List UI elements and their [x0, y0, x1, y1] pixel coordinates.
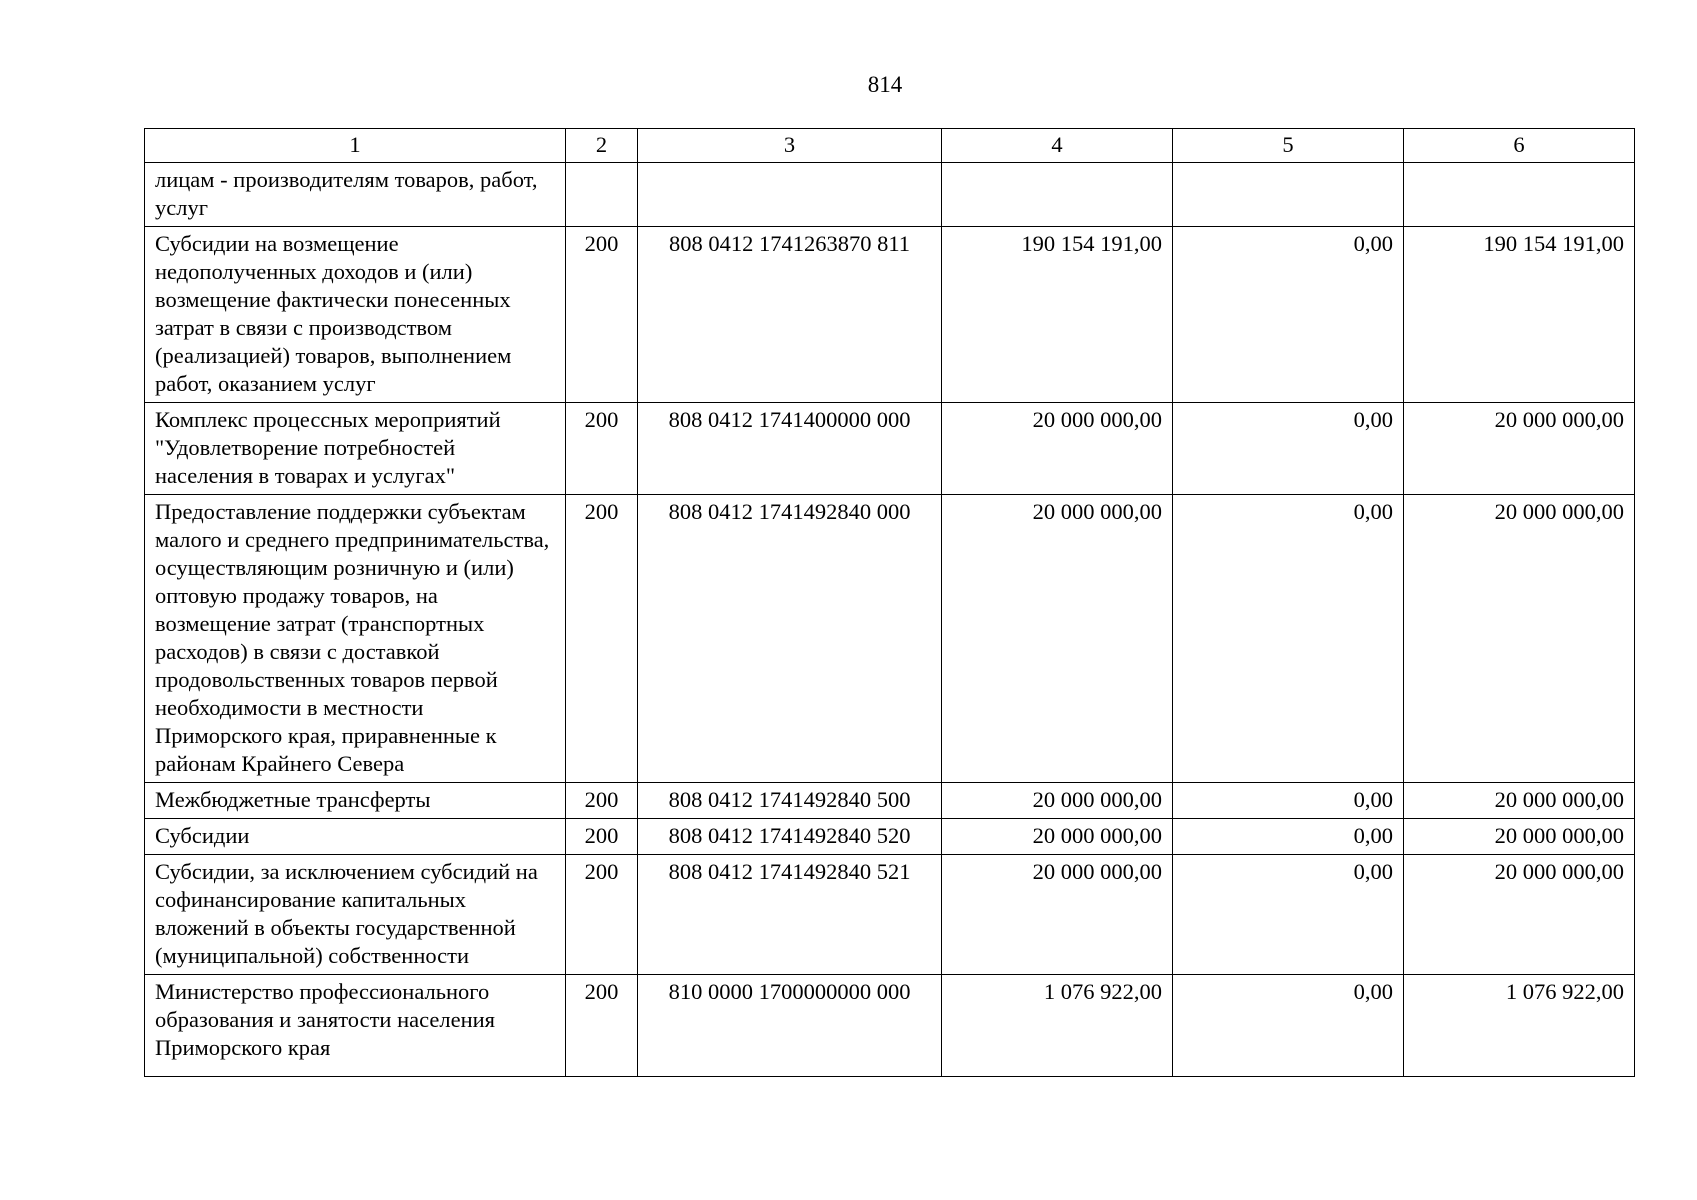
row-value5-cell: 0,00	[1173, 855, 1404, 975]
row-value5-cell: 0,00	[1173, 403, 1404, 495]
row-value4-cell: 20 000 000,00	[942, 819, 1173, 855]
row-col2-cell: 200	[566, 819, 638, 855]
table-row	[145, 975, 1635, 1077]
column-header: 6	[1404, 129, 1635, 163]
row-name-cell: Субсидии, за исключением субсидий на софинансирование капитальных вложений в объекты государственной (муниципальной) собственности	[145, 855, 566, 975]
table-row	[145, 163, 1635, 227]
row-value5-cell: 0,00	[1173, 227, 1404, 403]
row-code-cell: 808 0412 1741492840 521	[638, 855, 942, 975]
row-value5-cell: 0,00	[1173, 495, 1404, 783]
row-value5-cell: 0,00	[1173, 783, 1404, 819]
column-header: 5	[1173, 129, 1404, 163]
row-name-cell: Субсидии	[145, 819, 566, 855]
row-value4-cell: 1 076 922,00	[942, 975, 1173, 1077]
column-header: 1	[145, 129, 566, 163]
column-header: 4	[942, 129, 1173, 163]
row-col2-cell	[566, 163, 638, 227]
row-col2-cell: 200	[566, 495, 638, 783]
budget-table	[144, 128, 1635, 1077]
row-value4-cell	[942, 163, 1173, 227]
row-col2-cell: 200	[566, 975, 638, 1077]
table-row	[145, 819, 1635, 855]
row-value6-cell: 20 000 000,00	[1404, 783, 1635, 819]
row-code-cell: 808 0412 1741400000 000	[638, 403, 942, 495]
row-col2-cell: 200	[566, 403, 638, 495]
row-value4-cell: 20 000 000,00	[942, 783, 1173, 819]
row-name-cell: Межбюджетные трансферты	[145, 783, 566, 819]
row-code-cell: 808 0412 1741263870 811	[638, 227, 942, 403]
row-code-cell: 810 0000 1700000000 000	[638, 975, 942, 1077]
row-value4-cell: 190 154 191,00	[942, 227, 1173, 403]
table-header-row	[145, 129, 1635, 163]
row-value4-cell: 20 000 000,00	[942, 403, 1173, 495]
row-col2-cell: 200	[566, 227, 638, 403]
page-number: 814	[867, 72, 903, 97]
table-row	[145, 495, 1635, 783]
row-col2-cell: 200	[566, 783, 638, 819]
row-col2-cell: 200	[566, 855, 638, 975]
row-name-cell: Комплекс процессных мероприятий "Удовлетворение потребностей населения в товарах и услугах"	[145, 403, 566, 495]
row-code-cell: 808 0412 1741492840 520	[638, 819, 942, 855]
table-row	[145, 855, 1635, 975]
row-value4-cell: 20 000 000,00	[942, 495, 1173, 783]
row-code-cell: 808 0412 1741492840 000	[638, 495, 942, 783]
row-value6-cell: 20 000 000,00	[1404, 495, 1635, 783]
column-header: 2	[566, 129, 638, 163]
table-row	[145, 227, 1635, 403]
row-value6-cell: 20 000 000,00	[1404, 855, 1635, 975]
row-value5-cell	[1173, 163, 1404, 227]
row-name-cell: лицам - производителям товаров, работ, услуг	[145, 163, 566, 227]
row-name-cell: Субсидии на возмещение недополученных доходов и (или) возмещение фактически понесенных затрат в связи с производством (реализацией) товаров, выполнением работ, оказанием услуг	[145, 227, 566, 403]
table-row	[145, 783, 1635, 819]
row-value4-cell: 20 000 000,00	[942, 855, 1173, 975]
row-code-cell: 808 0412 1741492840 500	[638, 783, 942, 819]
row-code-cell	[638, 163, 942, 227]
row-value6-cell: 20 000 000,00	[1404, 819, 1635, 855]
row-value6-cell: 1 076 922,00	[1404, 975, 1635, 1077]
table-row	[145, 403, 1635, 495]
column-header: 3	[638, 129, 942, 163]
row-name-cell: Предоставление поддержки субъектам малого и среднего предпринимательства, осуществляющим розничную и (или) оптовую продажу товаров, на возмещение затрат (транспортных расходов) в связи с доставкой продовольственных товаров первой необходимости в местности Приморского края, приравненные к районам Крайнего Севера	[145, 495, 566, 783]
row-value6-cell	[1404, 163, 1635, 227]
row-value5-cell: 0,00	[1173, 975, 1404, 1077]
row-value5-cell: 0,00	[1173, 819, 1404, 855]
row-value6-cell: 20 000 000,00	[1404, 403, 1635, 495]
row-name-cell: Министерство профессионального образования и занятости населения Приморского края	[145, 975, 566, 1077]
row-value6-cell: 190 154 191,00	[1404, 227, 1635, 403]
